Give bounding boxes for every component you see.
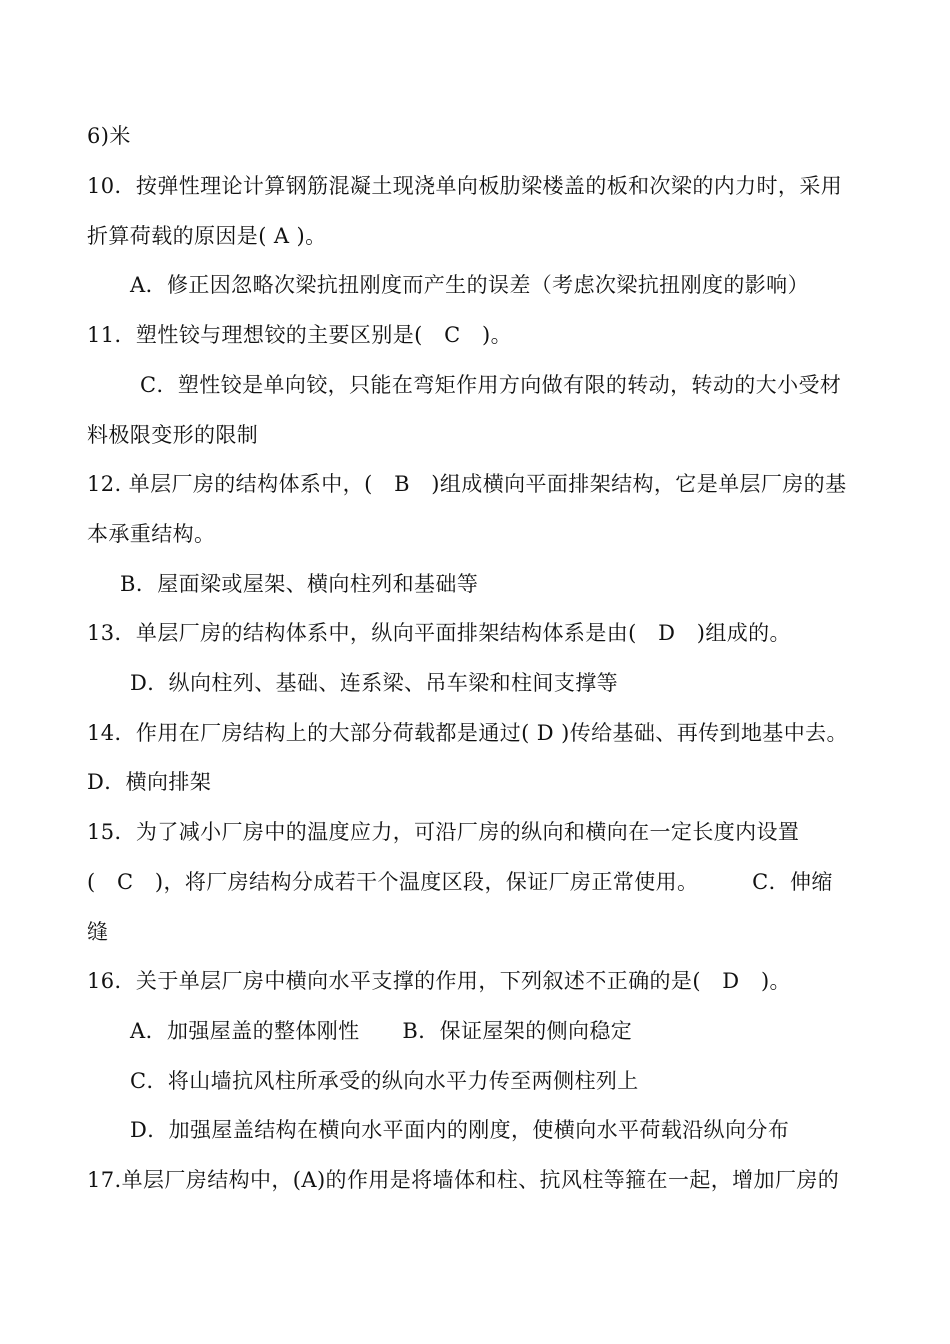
option-16-d: D．加强屋盖结构在横向水平面内的刚度，使横向水平荷载沿纵向分布 bbox=[130, 1118, 790, 1142]
question-10-line-2: 折算荷载的原因是( A )。 bbox=[87, 224, 327, 248]
question-16: 16．关于单层厂房中横向水平支撑的作用，下列叙述不正确的是( D )。 bbox=[87, 969, 791, 993]
question-10-line-1: 10．按弹性理论计算钢筋混凝土现浇单向板肋梁楼盖的板和次梁的内力时，采用 bbox=[87, 174, 843, 198]
question-14: 14．作用在厂房结构上的大部分荷载都是通过( D )传给基础、再传到地基中去。 bbox=[87, 721, 848, 745]
answer-10: A．修正因忽略次梁抗扭刚度而产生的误差（考虑次梁抗扭刚度的影响） bbox=[130, 273, 809, 297]
answer-13: D．纵向柱列、基础、连系梁、吊车梁和柱间支撑等 bbox=[130, 671, 619, 695]
answer-12: B．屋面梁或屋架、横向柱列和基础等 bbox=[120, 572, 479, 596]
answer-11-line-2: 料极限变形的限制 bbox=[87, 423, 259, 447]
question-12-line-1: 12. 单层厂房的结构体系中，( B )组成横向平面排架结构，它是单层厂房的基 bbox=[87, 472, 847, 496]
question-11: 11．塑性铰与理想铰的主要区别是( C )。 bbox=[87, 323, 512, 347]
answer-15-line-2: 缝 bbox=[87, 920, 109, 944]
option-16-c: C．将山墙抗风柱所承受的纵向水平力传至两侧柱列上 bbox=[130, 1069, 639, 1093]
question-17-line-1: 17.单层厂房结构中，(A)的作用是将墙体和柱、抗风柱等箍在一起，增加厂房的 bbox=[87, 1168, 840, 1192]
question-12-line-2: 本承重结构。 bbox=[87, 522, 216, 546]
answer-14: D．横向排架 bbox=[87, 770, 212, 794]
question-15-line-1: 15．为了减小厂房中的温度应力，可沿厂房的纵向和横向在一定长度内设置 bbox=[87, 820, 800, 844]
question-13: 13．单层厂房的结构体系中，纵向平面排架结构体系是由( D )组成的。 bbox=[87, 621, 791, 645]
answer-11-line-1: C．塑性铰是单向铰，只能在弯矩作用方向做有限的转动，转动的大小受材 bbox=[140, 373, 842, 397]
options-16-ab: A．加强屋盖的整体刚性 B．保证屋架的侧向稳定 bbox=[130, 1019, 633, 1043]
question-15-line-2: ( C )，将厂房结构分成若干个温度区段，保证厂房正常使用。 C．伸缩 bbox=[87, 870, 833, 894]
text-line-continuation: 6)米 bbox=[87, 124, 131, 148]
